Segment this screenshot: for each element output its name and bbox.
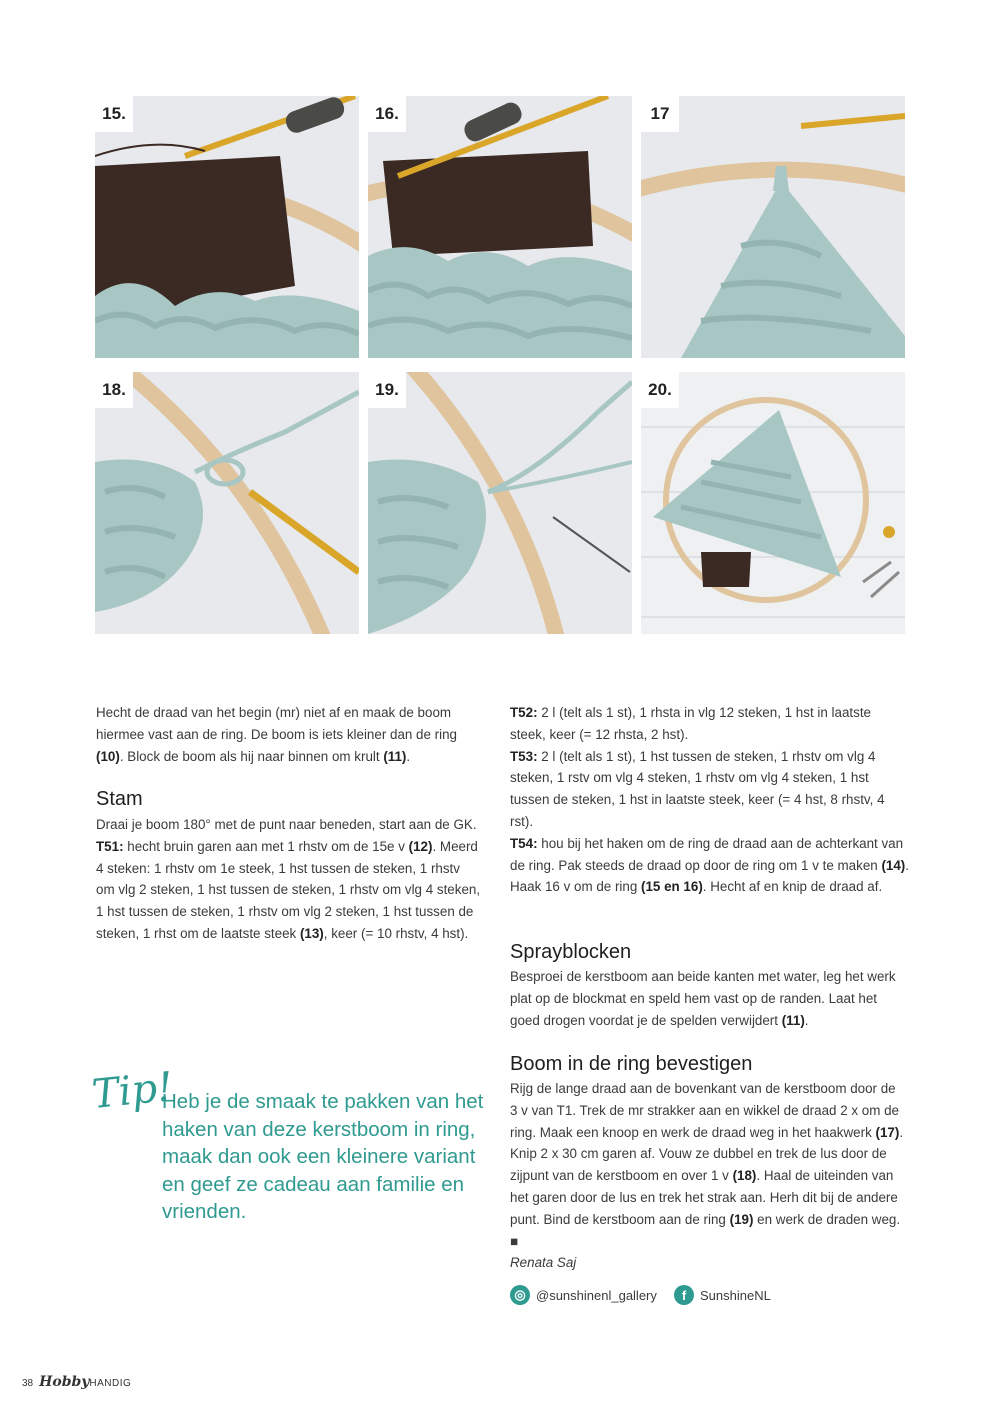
instagram-handle[interactable]: ◎ @sunshinenl_gallery bbox=[510, 1284, 657, 1306]
step-number: 15. bbox=[95, 96, 133, 132]
sprayblocken-text: Besproei de kerstboom aan beide kanten met water, leg het werk plat op de blockmat en speld hem vast op de randen. Laat het goed drogen voordat je de spelden verwijdert (11). bbox=[510, 969, 896, 1028]
author-name: Renata Saj bbox=[510, 1255, 577, 1271]
facebook-handle[interactable]: f SunshineNL bbox=[674, 1284, 771, 1306]
magazine-logo: Hobby bbox=[39, 1374, 90, 1390]
facebook-icon: f bbox=[674, 1285, 694, 1305]
photo-step-16 bbox=[368, 96, 632, 358]
photo-step-17 bbox=[641, 96, 905, 358]
photo-step-18 bbox=[95, 372, 359, 634]
photo-step-20 bbox=[641, 372, 905, 634]
step-number: 20. bbox=[641, 372, 679, 408]
photo-step-15 bbox=[95, 96, 359, 358]
tip-label: Tip! bbox=[89, 1063, 176, 1119]
section-heading-sprayblocken: Sprayblocken bbox=[510, 941, 632, 963]
step-number: 17 bbox=[641, 96, 679, 132]
photo-step-19 bbox=[368, 372, 632, 634]
instagram-icon: ◎ bbox=[510, 1285, 530, 1305]
step-number: 16. bbox=[368, 96, 406, 132]
rounds-text: T52: 2 l (telt als 1 st), 1 rhsta in vlg 12 steken, 1 hst in laatste steek, keer (= 12 rhsta, 2 hst). T53: 2 l (telt als 1 st), 1 hst tussen de steken, 1 rhstv om vlg 4 steken, 1 rstv om vlg 4 steken, 1 rhstv om vlg 4 steken, 1 hst tussen de steken, 1 hst in laatste steek, keer (= 4 hst, 8 rhstv, 4 rst). T54: hou bij het haken om de ring de draad aan de achterkant van de ring. Pak steeds de draad op door de ring om 1 v te maken (14). Haak 16 v om de ring (15 en 16). Hecht af en knip de draad af. bbox=[510, 705, 910, 895]
tip-text: Heb je de smaak te pakken van het haken van deze kerstboom in ring, maak dan ook een kleinere variant en geef ze cadeau aan familie en vrienden. bbox=[162, 1090, 484, 1223]
page-footer bbox=[22, 1374, 131, 1390]
magazine-logo-suffix: HANDIG bbox=[89, 1378, 132, 1389]
step-number: 19. bbox=[368, 372, 406, 408]
intro-paragraph: Hecht de draad van het begin (mr) niet af en maak de boom hiermee vast aan de ring. De boom is iets kleiner dan de ring (10). Block de boom als hij naar binnen om krult (11). bbox=[96, 705, 457, 764]
ring-text: Rijg de lange draad aan de bovenkant van de kerstboom door de 3 v van T1. Trek de mr strakker aan en wikkel de draad 2 x om de ring. Maak een knoop en werk de draad weg in het haakwerk (17). Knip 2 x 30 cm garen af. Vouw ze dubbel en trek de lus door de zijpunt van de kerstboom en over 1 v (18). Haal de uiteinden van het garen door de lus en trek het strak aan. Herh dit bij de andere punt. Bind de kerstboom aan de ring (19) en werk de draden weg. ■ Renata Saj bbox=[510, 1078, 906, 1274]
section-heading-ring: Boom in de ring bevestigen bbox=[510, 1053, 753, 1075]
section-heading-stam: Stam bbox=[96, 788, 143, 810]
step-number: 18. bbox=[95, 372, 133, 408]
stam-text: Draai je boom 180° met de punt naar beneden, start aan de GK. T51: hecht bruin garen aan met 1 rhstv om de 15e v (12). Meerd 4 steken: 1 rhstv om 1e steek, 1 hst tussen de steken, 1 rhstv om vlg 2 steken, 1 hst tussen de steken, 1 rhstv om vlg 4 steken, 1 hst tussen de steken, 1 rhstv om vlg 2 steken, 1 hst tussen de steken, 1 rhst om de laatste steek (13), keer (= 10 rhstv, 4 hst). bbox=[96, 817, 481, 941]
page-number: 38 bbox=[22, 1378, 34, 1389]
